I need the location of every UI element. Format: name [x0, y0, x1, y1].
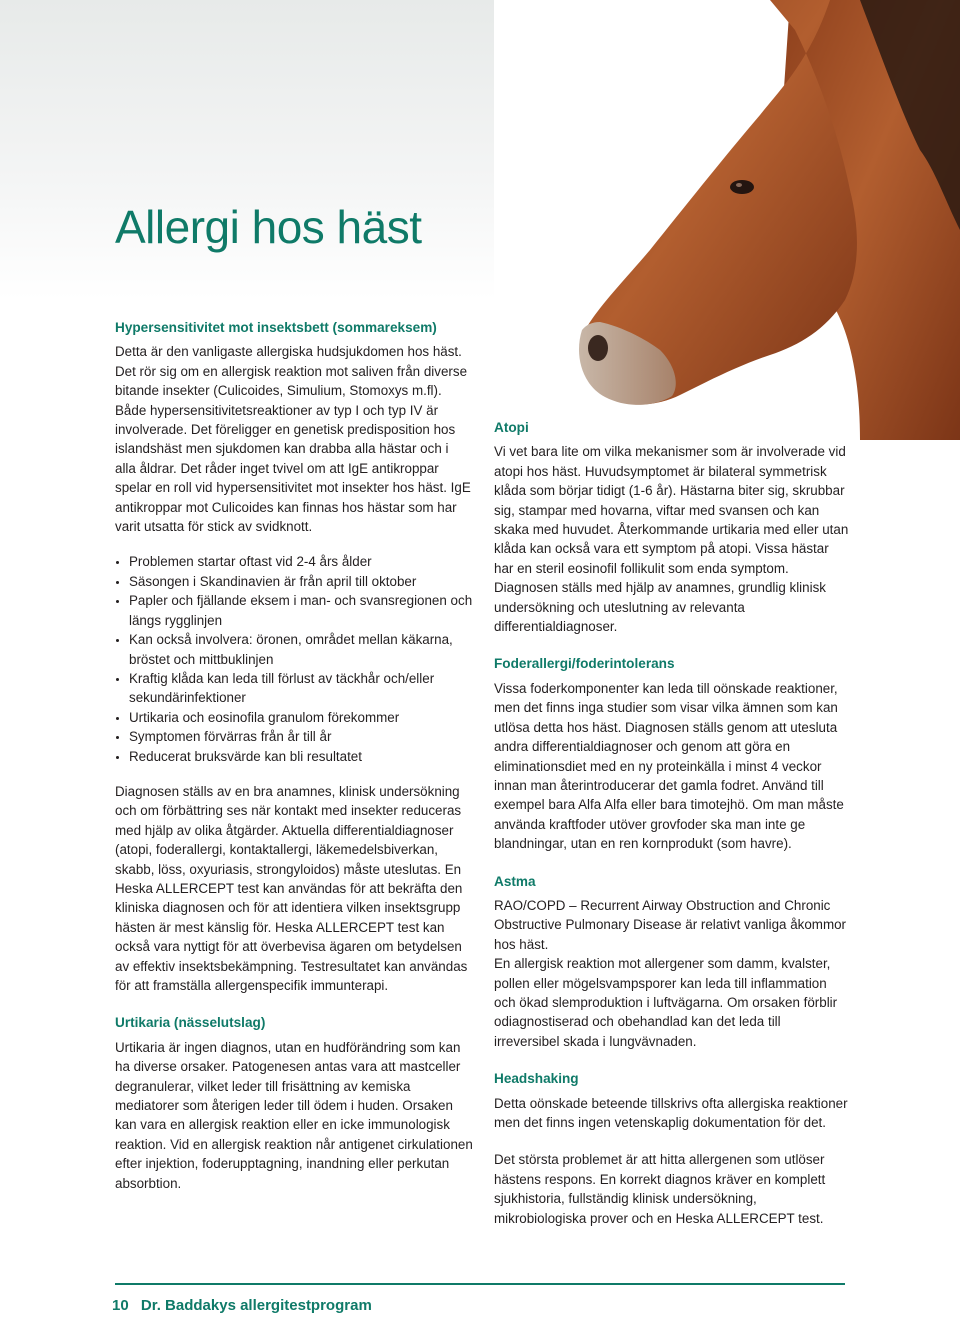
insect-hypersensitivity-heading: Hypersensitivitet mot insektsbett (sommareksem): [115, 320, 437, 335]
asthma-section: [494, 872, 849, 1052]
atopy-heading: Atopi: [494, 420, 529, 435]
food-allergy-section: [494, 654, 849, 853]
headshaking-body-intro: Detta oönskade beteende tillskrivs ofta allergiska reaktioner men det finns ingen vetenskaplig dokumentation för det.: [494, 1095, 848, 1130]
symptom-list-item: Säsongen i Skandinavien är från april till oktober: [115, 572, 473, 591]
atopy-section: [494, 418, 849, 636]
food-allergy-heading: Foderallergi/foderintolerans: [494, 656, 675, 672]
headshaking-body-detail: Det största problemet är att hitta allergenen som utlöser hästens respons. En korrekt diagnos kräver en komplett sjukhistoria, fullständig klinisk undersökning, mikrobiologiska prover och en Heska ALLERCEPT test.: [494, 1152, 826, 1226]
symptom-list-item: Urtikaria och eosinofila granulom förekommer: [115, 708, 473, 727]
horse-eye: [730, 180, 754, 194]
atopy-body: Vi vet bara lite om vilka mekanismer som är involverade vid atopi hos häst. Huvudsymptomet är bilateral symmetrisk klåda som börjar tidigt (1-6 år). Hästarna biter sig, skrubbar sig, stampar med hovarna, viftar med svansen och kan skaka med huvudet. Återkommande urtikaria med eller utan klåda kan också vara ett symptom på atopi. Vissa hästar har en steril eosinofil follikulit som enda symptom. Diagnosen ställs med hjälp av anamnes, grundlig klinisk undersökning och uteslutning av relevanta differentialdiagnoser.: [494, 444, 849, 635]
symptom-list-item: Papler och fjällande eksem i man- och svansregionen och längs rygglinjen: [115, 591, 473, 630]
asthma-body-intro: RAO/COPD – Recurrent Airway Obstruction and Chronic Obstructive Pulmonary Disease är relativt vanliga åkommor hos häst.: [494, 897, 847, 952]
urticaria-section: [115, 1013, 473, 1193]
page-title: Allergi hos häst: [115, 201, 422, 253]
publication-name: Dr. Baddakys allergitestprogram: [140, 1297, 372, 1314]
symptom-list-item: Problemen startar oftast vid 2-4 års ålder: [115, 552, 473, 571]
asthma-body-detail: En allergisk reaktion mot allergener som damm, kvalster, pollen eller mögelsvampsporer kan leda till inflammation och ökad slemproduktion i luftvägarna. Om orsaken förblir odiagnostiserad och obehandlad kan det leda till irreversibel skada i lungvävnaden.: [494, 956, 838, 1049]
symptom-list-item: Kan också involvera: öronen, området mellan käkarna, bröstet och mittbuklinjen: [115, 630, 473, 669]
insect-diagnosis-paragraph: Diagnosen ställs av en bra anamnes, klinisk undersökning och om förbättring ses när kontakt med insekter reduceras med hjälp av olika åtgärder. Aktuella differentialdiagnoser (atopi, foderallergi, kontaktallergi, läkemedelsbiverkan, skabb, löss, oxyuriasis, strongyloidos) måste uteslutas. En Heska ALLERCEPT test kan användas för att bekräfta den kliniska diagnosen och för att identiera vilken insektsgrupp hästen är mest känslig för. Heska ALLERCEPT test kan också vara nyttigt för att överbevisa ägaren om betydelsen av effektiv insektsbekämpning. Testresultatet kan användas för att framställa allergenspecifik immunterapi.: [115, 783, 468, 993]
urticaria-body: Urtikaria är ingen diagnos, utan en hudförändring som kan ha diverse orsaker. Patogenesen antas vara att mastceller degranulerar, vilket leder till frisättning av kemiska mediatorer som återigen leder till ödem i huden. Orsaken kan vara en allergisk reaktion eller en icke immunologisk reaktion. Vid en allergisk reaktion når antigenet cirkulationen efter injektion, foderupptagning, inandning eller perkutan absorbtion.: [115, 1039, 473, 1191]
right-column: [494, 418, 849, 1228]
symptom-list-item: Kraftig klåda kan leda till förlust av täckhår och/eller sekundärinfektioner: [115, 669, 473, 708]
symptom-list-item: Symptomen förvärras från år till år: [115, 727, 473, 746]
page-number: 10: [112, 1297, 129, 1314]
horse-nostril: [588, 335, 608, 361]
header-band: [0, 0, 494, 300]
insect-hypersensitivity-section: [115, 318, 473, 995]
headshaking-section: [494, 1069, 849, 1228]
asthma-heading: Astma: [494, 873, 536, 889]
symptom-list: [115, 552, 473, 765]
symptom-list-item: Reducerat bruksvärde kan bli resultatet: [115, 747, 473, 766]
food-allergy-body: Vissa foderkomponenter kan leda till oönskade reaktioner, men det finns inga studier som visar vilka ämnen som kan utlösa detta hos häst. Diagnosen ställs genom att utesluta andra differentialdiagnoser och genom att göra en eliminationsdiet med en ny proteinkälla i minst 4 veckor innan man återintroducerar det gamla fodret. Använd till exempel bara Alfa Alfa eller bara timotejhö. Om man måste använda kraftfoder utöver grovfoder ska man inte ge blandningar, utan en ren kornprodukt (som havre).: [494, 680, 844, 852]
insect-hypersensitivity-body: Detta är den vanligaste allergiska hudsjukdomen hos häst. Det rör sig om en allergisk reaktion mot saliven från diverse bitande insekter (Culicoides, Simulium, Stomoxys m.fl). Både hypersensitivitetsreaktioner av typ I och typ IV är involverade. Det föreligger en genetisk predisposition hos islandshäst men sjukdomen kan drabba alla hästar och i alla åldrar. Det råder inget tvivel om att IgE antikroppar spelar en roll vid hypersensitivitet mot insekter hos häst. IgE antikroppar mot Culicoides kan finnas hos hästar som har varit utsatta för stick av svidknott.: [115, 344, 471, 535]
horse-head-photo: [560, 0, 960, 440]
left-column: [115, 318, 473, 1193]
headshaking-heading: Headshaking: [494, 1071, 579, 1087]
page-footer: [112, 1297, 372, 1314]
footer-divider: [115, 1283, 845, 1285]
urticaria-heading: Urtikaria (nässelutslag): [115, 1015, 266, 1031]
